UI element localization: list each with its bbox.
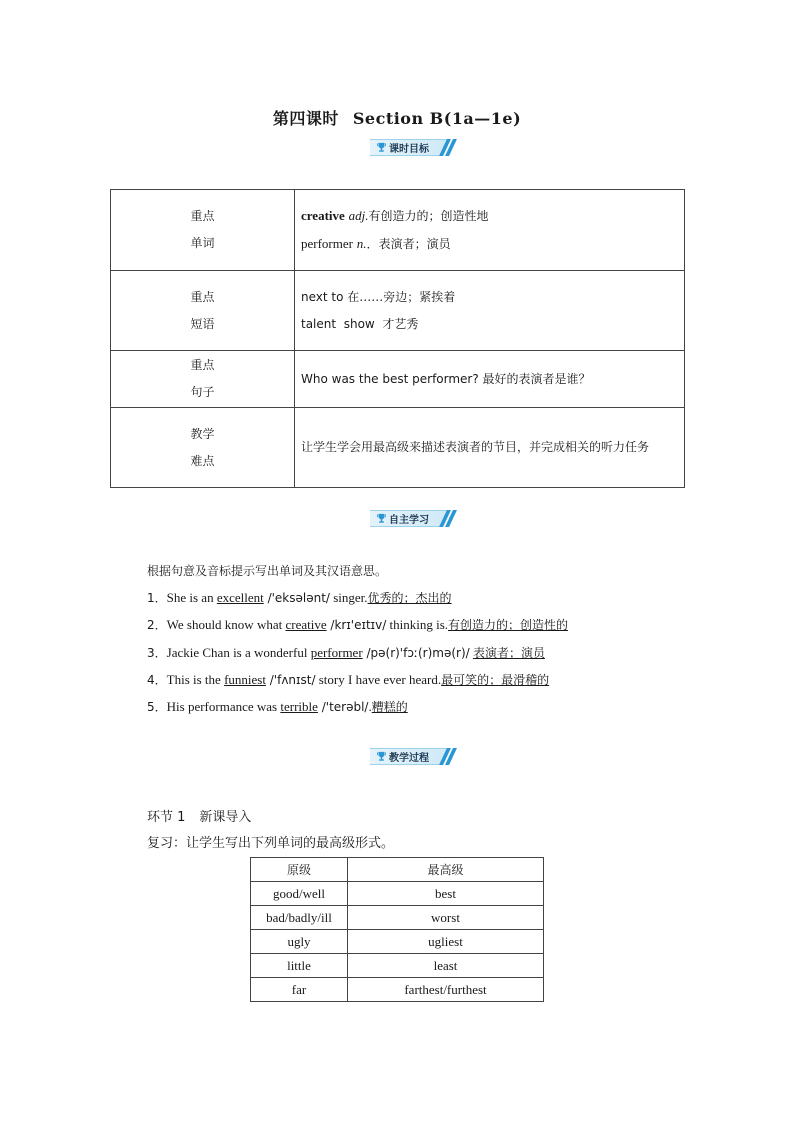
table-row — [111, 190, 685, 271]
table-cell: ugly — [251, 930, 348, 954]
table-cell: worst — [348, 906, 544, 930]
page-title — [0, 106, 794, 129]
table-row — [251, 906, 544, 930]
objectives-badge — [370, 139, 452, 156]
trophy-icon — [376, 751, 387, 762]
row-value: creative adj.有创造力的；创造性地 performer n.．表演者；演员 — [295, 190, 685, 271]
table-cell: little — [251, 954, 348, 978]
exercise-item: 3．Jackie Chan is a wonderful performer /pə(r)'fɔː(r)mə(r)/ 表演者；演员 — [147, 645, 545, 660]
row-key: 重点 单词 — [111, 190, 295, 271]
table-row — [251, 954, 544, 978]
trophy-icon — [376, 513, 387, 524]
column-header: 最高级 — [348, 858, 544, 882]
table-row — [111, 271, 685, 351]
table-cell: bad/badly/ill — [251, 906, 348, 930]
row-key: 重点 句子 — [111, 351, 295, 408]
self-study-badge — [370, 510, 452, 527]
row-key: 重点 短语 — [111, 271, 295, 351]
trophy-icon — [376, 142, 387, 153]
badge-label: 课时目标 — [389, 144, 429, 155]
table-row — [111, 408, 685, 488]
row-value: next to 在……旁边；紧挨着 talent show 才艺秀 — [295, 271, 685, 351]
table-header-row — [251, 858, 544, 882]
table-row — [251, 882, 544, 906]
table-row — [251, 978, 544, 1002]
row-value: 让学生学会用最高级来描述表演者的节目，并完成相关的听力任务 — [295, 408, 685, 488]
table-cell: far — [251, 978, 348, 1002]
section-label: Section B(1a—1e) — [352, 109, 522, 128]
table-cell: ugliest — [348, 930, 544, 954]
row-value: Who was the best performer? 最好的表演者是谁？ — [295, 351, 685, 408]
table-cell: farthest/furthest — [348, 978, 544, 1002]
exercise-instruction: 根据句意及音标提示写出单词及其汉语意思。 — [147, 564, 388, 578]
table-cell: least — [348, 954, 544, 978]
row-key: 教学 难点 — [111, 408, 295, 488]
exercise-item: 5．His performance was terrible /'terəbl/.糟糕的 — [147, 699, 408, 714]
table-cell: best — [348, 882, 544, 906]
review-instruction: 复习：让学生写出下列单词的最高级形式。 — [147, 836, 395, 851]
lesson-label: 第四课时 — [272, 109, 339, 128]
objectives-table — [110, 189, 685, 488]
exercise-item: 4．This is the funniest /'fʌnɪst/ story I have ever heard.最可笑的；最滑稽的 — [147, 672, 550, 687]
process-badge — [370, 748, 452, 765]
superlative-table — [250, 857, 544, 1002]
table-row — [111, 351, 685, 408]
column-header: 原级 — [251, 858, 348, 882]
exercise-item: 2．We should know what creative /krɪ'eɪtɪv/ thinking is.有创造力的；创造性的 — [147, 617, 569, 632]
section-heading: 环节 1 新课导入 — [147, 810, 252, 825]
badge-label: 教学过程 — [389, 753, 429, 764]
badge-label: 自主学习 — [389, 515, 429, 526]
exercise-item: 1．She is an excellent /'eksələnt/ singer.优秀的；杰出的 — [147, 590, 452, 605]
table-cell: good/well — [251, 882, 348, 906]
table-row — [251, 930, 544, 954]
